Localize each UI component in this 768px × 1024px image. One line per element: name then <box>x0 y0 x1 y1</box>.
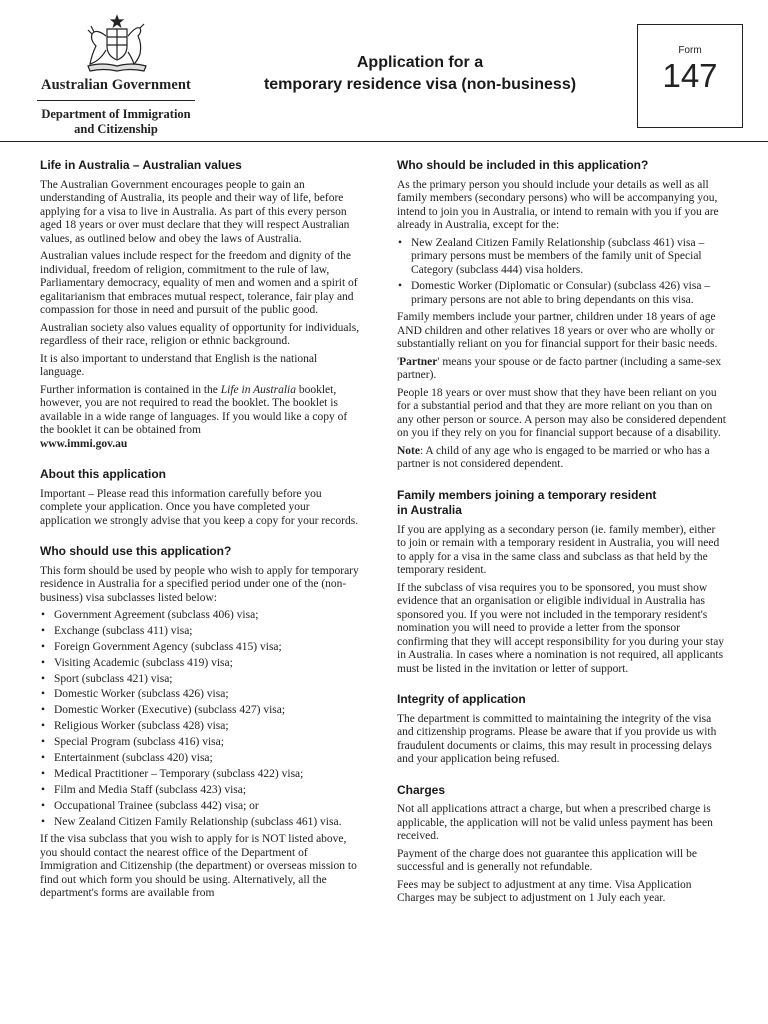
section-integrity <box>397 692 727 767</box>
list-item: • Religious Worker (subclass 428) visa; <box>40 720 362 734</box>
section-charges <box>397 783 727 906</box>
list-item: • Special Program (subclass 416) visa; <box>40 736 362 750</box>
section-heading: About this application <box>40 467 166 481</box>
header-divider <box>0 141 768 142</box>
section-heading: Who should use this application? <box>40 544 232 558</box>
paragraph: Australian values include respect for the freedom and dignity of the individual, freedom of religion, commitment to the rule of law, Parliamentary democracy, equality of men and women and a spirit of egalitarianism that embraces mutual respect, tolerance, fair play and compassion for those in need and pursuit of the public good. <box>40 250 358 316</box>
list-item: • Exchange (subclass 411) visa; <box>40 625 362 639</box>
list-item: • Medical Practitioner – Temporary (subclass 422) visa; <box>40 768 362 782</box>
paragraph: Fees may be subject to adjustment at any time. Visa Application Charges may be subject to adjustment on 1 July each year. <box>397 878 692 904</box>
paragraph: Family members include your partner, children under 18 years of age AND children and other relatives 18 years or over who are wholly or substantially reliant on you for financial support for their basic needs. <box>397 311 718 350</box>
immi-website-link[interactable]: www.immi.gov.au <box>40 437 128 450</box>
paragraph: Payment of the charge does not guarantee this application will be successful and is generally not refundable. <box>397 847 697 873</box>
title-line-1: Application for a <box>356 54 484 71</box>
title-line-2: temporary residence visa (non-business) <box>263 76 577 93</box>
page-header <box>0 0 768 142</box>
visa-subclass-list <box>40 609 362 829</box>
paragraph: Australian society also values equality of opportunity for individuals, regardless of their race, religion or ethnic background. <box>40 321 360 347</box>
text-run: booklet, however, you are not required to read the booklet. The booklet is available in a wide range of languages. If you would like a copy of the booklet it can be obtained from <box>40 383 348 436</box>
heading-line-2: in Australia <box>397 503 462 517</box>
section-heading: Charges <box>397 782 446 797</box>
paragraph: It is also important to understand that English is the national language. <box>40 352 318 378</box>
section-heading: Life in Australia – Australian values <box>40 158 242 172</box>
paragraph: If the subclass of visa requires you to be sponsored, you must show evidence that an organisation or eligible individual in Australia has sponsored you. If you were not included in the temporary resident's nomination you will need to provide a letter from the sponsor confirming that they will accept responsibility for you during your stay in Australia. In cases where a nomination is not required, all applicants must be listed in the invitation or letter of support. <box>397 581 725 675</box>
list-item: • New Zealand Citizen Family Relationship (subclass 461) visa – primary persons must be members of the family unit of Special Category (subclass 444) visa holders. <box>397 237 727 278</box>
text-run: ' <box>397 355 400 368</box>
section-who-included <box>397 158 727 472</box>
form-number: 147 <box>662 57 718 94</box>
text-run: ' means your spouse or de facto partner (including a same-sex partner). <box>397 355 722 381</box>
text-run: Further information is contained in the <box>40 383 221 396</box>
heading-line-1: Family members joining a temporary resident <box>397 487 657 502</box>
paragraph: This form should be used by people who wish to apply for temporary residence in Australia for a specified period under one of the (non-business) visa subclasses listed below: <box>40 564 359 604</box>
form-label: Form <box>678 45 702 56</box>
list-item: • Domestic Worker (Diplomatic or Consular) (subclass 426) visa – primary persons are not able to bring dependants on this visa. <box>397 280 727 307</box>
paragraph <box>397 356 727 383</box>
government-block <box>37 77 195 137</box>
paragraph: People 18 years or over must show that they have been reliant on you for a substantial period and that they are more reliant on you than on any other person or source. A person may also be considered dependent on you if they rely on you for financial support because of a disability. <box>397 386 726 439</box>
partner-term: Partner <box>399 355 438 368</box>
document-title <box>242 52 598 96</box>
list-item: • Domestic Worker (subclass 426) visa; <box>40 688 362 702</box>
section-heading: Who should be included in this application? <box>397 158 649 172</box>
paragraph <box>40 384 362 452</box>
paragraph: The department is committed to maintaining the integrity of the visa and citizenship programs. Please be aware that if you provide us with fraudulent documents or claims, this may result in processing delays and your application being refused. <box>397 712 717 765</box>
section-about-application <box>40 467 362 528</box>
paragraph: Important – Please read this information carefully before you complete your application. Once you have completed your application we strongly advise that you keep a copy for your records. <box>40 487 359 527</box>
section-australian-values <box>40 158 362 451</box>
paragraph: If the visa subclass that you wish to apply for is NOT listed above, you should contact the nearest office of the Department of Immigration and Citizenship (the department) or overseas mission to find out which form you should be using. Alternatively, all the department's forms are available from <box>40 833 357 900</box>
list-item: • Visiting Academic (subclass 419) visa; <box>40 657 362 671</box>
paragraph: Not all applications attract a charge, but when a prescribed charge is applicable, the application will not be valid unless payment has been received. <box>397 803 713 842</box>
paragraph: If you are applying as a secondary person (ie. family member), either to join or remain with a temporary resident in Australia, you will need to apply for a visa in the same class and subclass as that held by the temporary resident. <box>397 523 720 576</box>
section-family-members <box>397 488 727 677</box>
paragraph <box>397 445 727 472</box>
paragraph: As the primary person you should include your details as well as all family members (secondary persons) who will be accompanying you, intend to join you in Australia, or intend to remain with you if you are already in Australia, except for the: <box>397 178 719 231</box>
government-name: Australian Government <box>41 77 191 93</box>
list-item: • Domestic Worker (Executive) (subclass 427) visa; <box>40 704 362 718</box>
list-item: • Film and Media Staff (subclass 423) visa; <box>40 784 362 798</box>
department-line-2: and Citizenship <box>74 122 158 136</box>
list-item: • Occupational Trainee (subclass 442) visa; or <box>40 800 362 814</box>
list-item: • New Zealand Citizen Family Relationship (subclass 461) visa. <box>40 816 362 830</box>
government-divider <box>37 100 195 101</box>
left-column <box>40 158 362 905</box>
section-heading: Integrity of application <box>397 692 526 706</box>
exception-list <box>397 237 727 308</box>
note-label: Note <box>397 444 420 457</box>
right-column <box>397 158 727 910</box>
list-item: • Entertainment (subclass 420) visa; <box>40 752 362 766</box>
list-item: • Sport (subclass 421) visa; <box>40 673 362 687</box>
list-item: • Foreign Government Agency (subclass 415) visa; <box>40 641 362 655</box>
coat-of-arms-icon <box>82 14 152 74</box>
text-run: : A child of any age who is engaged to be married or who has a partner is not considered dependent. <box>397 444 710 470</box>
department-line-1: Department of Immigration <box>41 107 191 121</box>
form-number-box <box>637 24 743 128</box>
paragraph: The Australian Government encourages people to gain an understanding of Australia, its people and their way of life, before applying for a visa to live in Australia. As part of this every person aged 18 years or over must declare that they will respect Australian values, as outlined below and obey the laws of Australia. <box>40 178 350 245</box>
booklet-title: Life in Australia <box>220 383 296 396</box>
list-item: • Government Agreement (subclass 406) visa; <box>40 609 362 623</box>
section-who-should-use <box>40 544 362 901</box>
section-heading <box>397 488 727 519</box>
